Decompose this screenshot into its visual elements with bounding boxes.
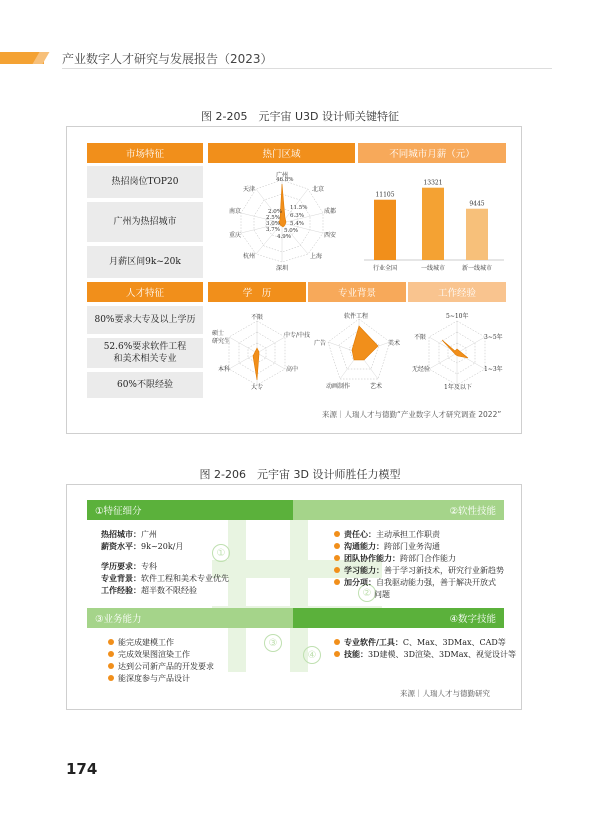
bullet-dot xyxy=(108,663,114,669)
radar-edu-label: 大专 xyxy=(251,384,264,391)
q3-header: ③业务能力 xyxy=(87,608,293,628)
market-feature-header: 市场特征 xyxy=(87,143,203,163)
running-header: 产业数字人才研究与发展报告（2023） xyxy=(62,52,273,66)
salary-bar xyxy=(422,188,444,260)
radar-major-label: 艺术 xyxy=(370,383,383,390)
market-item: 热招岗位TOP20 xyxy=(87,166,203,198)
city-salary-header: 不同城市月薪（元） xyxy=(358,143,506,163)
radar-city-label: 南京 xyxy=(229,208,242,215)
bullet-dot xyxy=(334,639,340,645)
radar-edu-label: 本科 xyxy=(218,366,231,373)
bullet-dot xyxy=(334,567,340,573)
decorative-hash-bar xyxy=(228,520,246,672)
salary-bar-value: 13321 xyxy=(423,179,443,187)
bullet-dot xyxy=(108,651,114,657)
talent-item: 52.6%要求软件工程 和美术相关专业 xyxy=(87,338,203,368)
market-item: 广州为热招城市 xyxy=(87,202,203,242)
q2-line: 团队协作能力：跨部门合作能力 xyxy=(334,553,456,564)
bullet-dot xyxy=(334,579,340,585)
radar-major-label: 动画制作 xyxy=(326,383,351,390)
radar-exp-label: 3~5年 xyxy=(484,334,503,341)
radar-city-value: 2.0% xyxy=(268,209,282,215)
q1-line: 学历要求：专科 xyxy=(101,561,157,571)
radar-city-value: 6.3% xyxy=(290,213,304,219)
salary-bar-value: 11105 xyxy=(375,191,395,199)
radar-city-label: 重庆 xyxy=(229,232,242,239)
quadrant-number-2: ② xyxy=(358,584,376,602)
radar-edu-label: 硕士 研究生 xyxy=(212,330,231,345)
q3-line: 达到公司新产品的开发要求 xyxy=(108,661,214,672)
radar-city-label: 深圳 xyxy=(276,265,289,272)
salary-bar-category: 一线城市 xyxy=(420,265,446,272)
radar-city-label: 北京 xyxy=(312,186,325,193)
hot-region-header: 热门区域 xyxy=(208,143,355,163)
q2-line: 加分项：自我驱动能力强，善于解决开放式 xyxy=(334,577,496,588)
q3-line: 能完成建模工作 xyxy=(108,637,174,648)
salary-bar xyxy=(466,209,488,260)
radar-major-label: 美术 xyxy=(388,340,401,347)
bullet-dot xyxy=(334,531,340,537)
page-number: 174 xyxy=(66,760,98,778)
radar-exp-label: 不限 xyxy=(414,334,427,341)
radar-exp-label: 1年及以下 xyxy=(444,384,472,391)
radar-city-label: 杭州 xyxy=(243,253,256,260)
q4-line: 专业软件/工具：C、Max、3DMax、CAD等 xyxy=(334,637,506,648)
quadrant-number-1: ① xyxy=(212,544,230,562)
q1-line: 专业背景：软件工程和美术专业优先 xyxy=(101,573,229,583)
radar-edu-label: 高中 xyxy=(286,366,299,373)
q1-header: ①特征细分 xyxy=(87,500,293,520)
market-item: 月薪区间9k~20k xyxy=(87,246,203,278)
education-radar-chart xyxy=(222,318,292,388)
header-rule xyxy=(62,68,552,69)
bullet-dot xyxy=(334,651,340,657)
salary-bar-category: 行业全国 xyxy=(372,265,398,272)
quadrant-number-4: ④ xyxy=(303,646,321,664)
radar-city-label: 上海 xyxy=(310,253,323,260)
q1-line: 工作经验：超半数不限经验 xyxy=(101,585,197,595)
q2-line: 学习能力：善于学习新技术，研究行业新趋势 xyxy=(334,565,504,576)
experience-header: 工作经验 xyxy=(408,282,506,302)
bullet-dot xyxy=(108,675,114,681)
radar-city-value: 46.8% xyxy=(276,177,294,183)
figure-title-206: 图 2-206 元宇宙 3D 设计师胜任力模型 xyxy=(199,468,401,481)
talent-item: 80%要求大专及以上学历 xyxy=(87,306,203,334)
radar-exp-label: 1~3年 xyxy=(484,366,503,373)
education-header: 学 历 xyxy=(208,282,306,302)
radar-city-label: 西安 xyxy=(324,232,337,239)
bullet-dot xyxy=(334,555,340,561)
major-header: 专业背景 xyxy=(308,282,406,302)
radar-city-label: 成都 xyxy=(324,208,337,215)
q2-line: 沟通能力：跨部门业务沟通 xyxy=(334,541,440,552)
radar-city-value: 2.5% xyxy=(266,215,280,221)
salary-bar-category: 新一线城市 xyxy=(461,265,493,272)
q2-header: ②软性技能 xyxy=(293,500,504,520)
radar-edu-label: 不限 xyxy=(251,314,264,321)
talent-feature-header: 人才特征 xyxy=(87,282,203,302)
radar-exp-label: 无经验 xyxy=(412,366,431,373)
figure-title-205: 图 2-205 元宇宙 U3D 设计师关键特征 xyxy=(201,110,399,123)
experience-radar-chart xyxy=(422,318,492,388)
bullet-dot xyxy=(334,543,340,549)
radar-major-label: 软件工程 xyxy=(344,313,369,320)
radar-edu-label: 中专/中技 xyxy=(284,332,311,339)
q2-line: 责任心：主动承担工作职责 xyxy=(334,529,440,540)
radar-city-value: 4.9% xyxy=(277,234,291,240)
q3-line: 完成效果图渲染工作 xyxy=(108,649,190,660)
bullet-dot xyxy=(108,639,114,645)
q1-line: 热招城市：广州 xyxy=(101,529,157,539)
radar-city-label: 广州 xyxy=(276,172,289,179)
radar-city-value: 11.5% xyxy=(290,205,308,211)
radar-city-label: 天津 xyxy=(243,186,256,193)
major-radar-chart xyxy=(324,316,394,386)
salary-bar xyxy=(374,200,396,260)
salary-bar-value: 9445 xyxy=(469,200,485,208)
q1-line: 薪资水平：9k~20k/月 xyxy=(101,541,184,551)
radar-city-value: 3.7% xyxy=(266,227,280,233)
radar-major-label: 广告 xyxy=(314,340,327,347)
q2-line: 问题 xyxy=(374,590,390,599)
figure-205-source: 来源｜人瑞人才与德勤“产业数字人才研究调查 2022” xyxy=(322,410,502,419)
q3-line: 能深度参与产品设计 xyxy=(108,673,190,684)
quadrant-number-3: ③ xyxy=(264,634,282,652)
talent-item: 60%不限经验 xyxy=(87,372,203,398)
radar-city-value: 5.4% xyxy=(290,221,304,227)
radar-city-value: 3.0% xyxy=(266,221,280,227)
radar-city-value: 5.0% xyxy=(284,228,298,234)
q4-line: 技能：3D建模、3D渲染、3DMax、视觉设计等 xyxy=(334,649,516,660)
figure-206-source: 来源｜人瑞人才与德勤研究 xyxy=(400,689,490,698)
q4-header: ④数字技能 xyxy=(293,608,504,628)
radar-exp-label: 5~10年 xyxy=(446,313,469,320)
city-salary-bar-chart xyxy=(362,166,506,278)
